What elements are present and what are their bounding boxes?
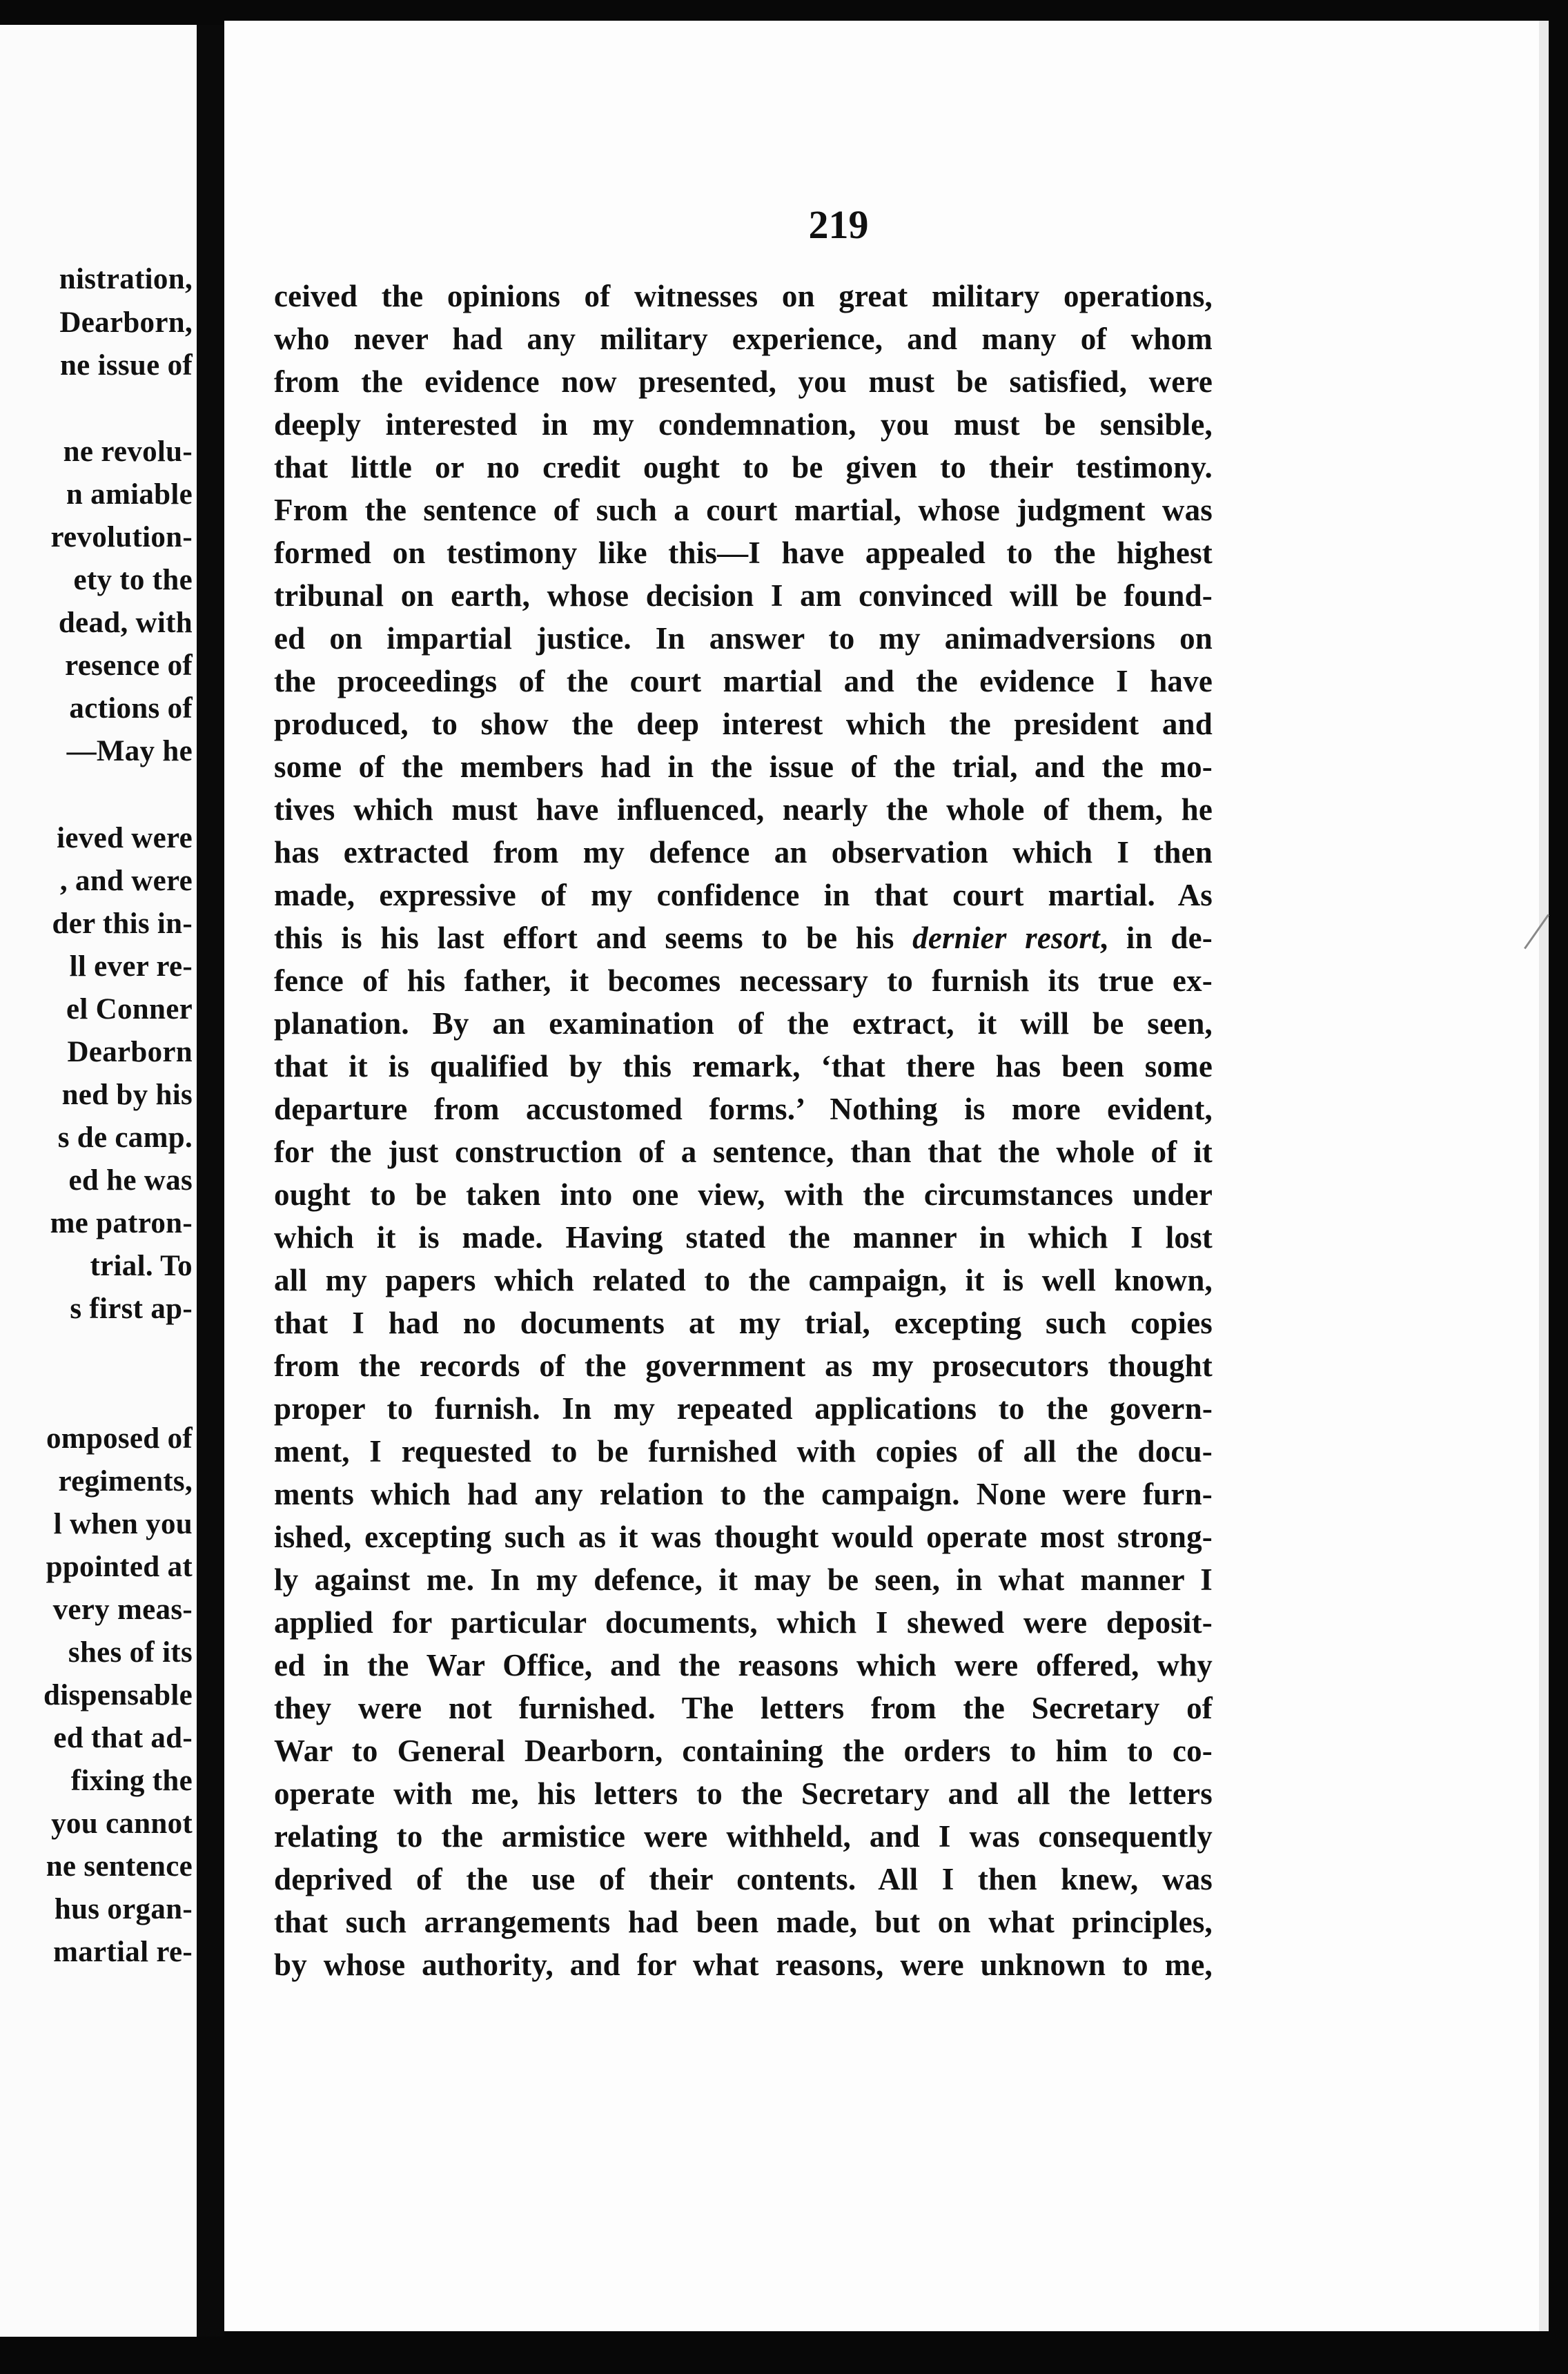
book-gutter <box>197 25 224 2337</box>
text-line: operate with me, his letters to the Secretary and all the letters <box>274 1776 1213 1811</box>
left-page-line-fragment: Dearborn <box>67 1036 193 1068</box>
text-line: the proceedings of the court martial and the evidence I have <box>274 664 1213 698</box>
right-page <box>224 21 1549 2331</box>
left-page-line-fragment: ety to the <box>73 564 193 596</box>
left-page-line-fragment: ppointed at <box>46 1551 193 1583</box>
left-page-line-fragment: actions of <box>69 692 193 725</box>
left-page-line-fragment: very meas- <box>52 1593 193 1626</box>
text-line: has extracted from my defence an observation which I then <box>274 835 1213 870</box>
text-line: that it is qualified by this remark, ‘that there has been some <box>274 1049 1213 1083</box>
text-line: ceived the opinions of witnesses on great military operations, <box>274 279 1213 313</box>
left-page-line-fragment: , and were <box>59 865 193 897</box>
left-page-line-fragment: me patron- <box>50 1207 193 1239</box>
left-page-line-fragment: ne revolu- <box>63 435 193 468</box>
text-line: all my papers which related to the campaign, it is well known, <box>274 1263 1213 1297</box>
text-line: ment, I requested to be furnished with copies of all the docu- <box>274 1434 1213 1469</box>
left-page-line-fragment: dispensable <box>43 1679 193 1711</box>
text-line: ed in the War Office, and the reasons which were offered, why <box>274 1648 1213 1683</box>
left-page-line-fragment: der this in- <box>52 908 193 940</box>
left-page-line-fragment: trial. To <box>90 1250 193 1282</box>
body-text <box>274 275 1213 1986</box>
text-line: departure from accustomed forms.’ Nothing is more evident, <box>274 1092 1213 1126</box>
left-page-line-fragment: omposed of <box>46 1422 193 1455</box>
left-page-line-fragment: Dearborn, <box>59 306 193 339</box>
text-line: ought to be taken into one view, with the circumstances under <box>274 1177 1213 1212</box>
text-line: who never had any military experience, and many of whom <box>274 322 1213 356</box>
text-line: that I had no documents at my trial, excepting such copies <box>274 1306 1213 1340</box>
text-line: tribunal on earth, whose decision I am convinced will be found- <box>274 578 1213 613</box>
left-page-fragment <box>0 25 197 2337</box>
text-line: by whose authority, and for what reasons, were unknown to me, <box>274 1948 1213 1982</box>
left-page-line-fragment: el Conner <box>66 993 193 1026</box>
left-page-line-fragment: shes of its <box>68 1636 193 1669</box>
text-line: some of the members had in the issue of the trial, and the mo- <box>274 749 1213 784</box>
left-page-line-fragment: s first ap- <box>70 1293 193 1325</box>
left-page-line-fragment: ed that ad- <box>53 1722 193 1754</box>
text-line: War to General Dearborn, containing the orders to him to co- <box>274 1734 1213 1768</box>
left-page-line-fragment: ll ever re- <box>69 950 193 983</box>
text-line: which it is made. Having stated the manner in which I lost <box>274 1220 1213 1255</box>
text-line: ly against me. In my defence, it may be seen, in what manner I <box>274 1562 1213 1597</box>
text-line: deprived of the use of their contents. All I then knew, was <box>274 1862 1213 1896</box>
text-line: that such arrangements had been made, but on what principles, <box>274 1905 1213 1939</box>
text-line: ished, excepting such as it was thought would operate most strong- <box>274 1520 1213 1554</box>
left-page-line-fragment: n amiable <box>66 478 193 511</box>
left-page-line-fragment: ieved were <box>57 822 193 854</box>
text-line: applied for particular documents, which I shewed were deposit- <box>274 1605 1213 1640</box>
text-line: produced, to show the deep interest which the president and <box>274 707 1213 741</box>
left-page-line-fragment: martial re- <box>53 1936 193 1968</box>
text-line: fence of his father, it becomes necessary to furnish its true ex- <box>274 963 1213 998</box>
left-page-line-fragment: nistration, <box>59 263 193 295</box>
text-line: from the evidence now presented, you must be satisfied, were <box>274 364 1213 399</box>
text-line: planation. By an examination of the extract, it will be seen, <box>274 1006 1213 1041</box>
text-line: formed on testimony like this—I have appealed to the highest <box>274 536 1213 570</box>
page-number: 219 <box>808 202 869 247</box>
text-line: From the sentence of such a court martial, whose judgment was <box>274 493 1213 527</box>
left-page-line-fragment: dead, with <box>58 607 193 639</box>
left-page-line-fragment: s de camp. <box>57 1121 193 1154</box>
left-page-line-fragment: you cannot <box>51 1807 193 1840</box>
text-line: deeply interested in my condemnation, you must be sensible, <box>274 407 1213 442</box>
left-page-line-fragment: —May he <box>66 735 193 767</box>
left-page-line-fragment: ed he was <box>68 1164 193 1197</box>
left-page-line-fragment: l when you <box>53 1508 193 1540</box>
text-line: tives which must have influenced, nearly the whole of them, he <box>274 792 1213 827</box>
left-page-line-fragment: ne issue of <box>59 349 193 382</box>
text-line: from the records of the government as my prosecutors thought <box>274 1348 1213 1383</box>
text-line: relating to the armistice were withheld, and I was consequently <box>274 1819 1213 1854</box>
page-edge-mark <box>1524 914 1549 950</box>
text-line: that little or no credit ought to be given to their testimony. <box>274 450 1213 484</box>
left-page-line-fragment: resence of <box>65 649 193 682</box>
text-line: this is his last effort and seems to be his dernier resort, in de- <box>274 921 1213 955</box>
text-line: ed on impartial justice. In answer to my animadversions on <box>274 621 1213 656</box>
left-page-line-fragment: revolution- <box>50 521 193 553</box>
left-page-line-fragment: regiments, <box>58 1465 193 1498</box>
text-line: made, expressive of my confidence in that court martial. As <box>274 878 1213 912</box>
text-line: for the just construction of a sentence, than that the whole of it <box>274 1135 1213 1169</box>
text-line: they were not furnished. The letters from the Secretary of <box>274 1691 1213 1725</box>
left-page-line-fragment: fixing the <box>70 1765 193 1797</box>
text-line: ments which had any relation to the campaign. None were furn- <box>274 1477 1213 1511</box>
text-line: proper to furnish. In my repeated applications to the govern- <box>274 1391 1213 1426</box>
left-page-line-fragment: ne sentence <box>46 1850 193 1883</box>
left-page-line-fragment: ned by his <box>61 1079 193 1111</box>
left-page-line-fragment: hus organ- <box>54 1893 193 1925</box>
